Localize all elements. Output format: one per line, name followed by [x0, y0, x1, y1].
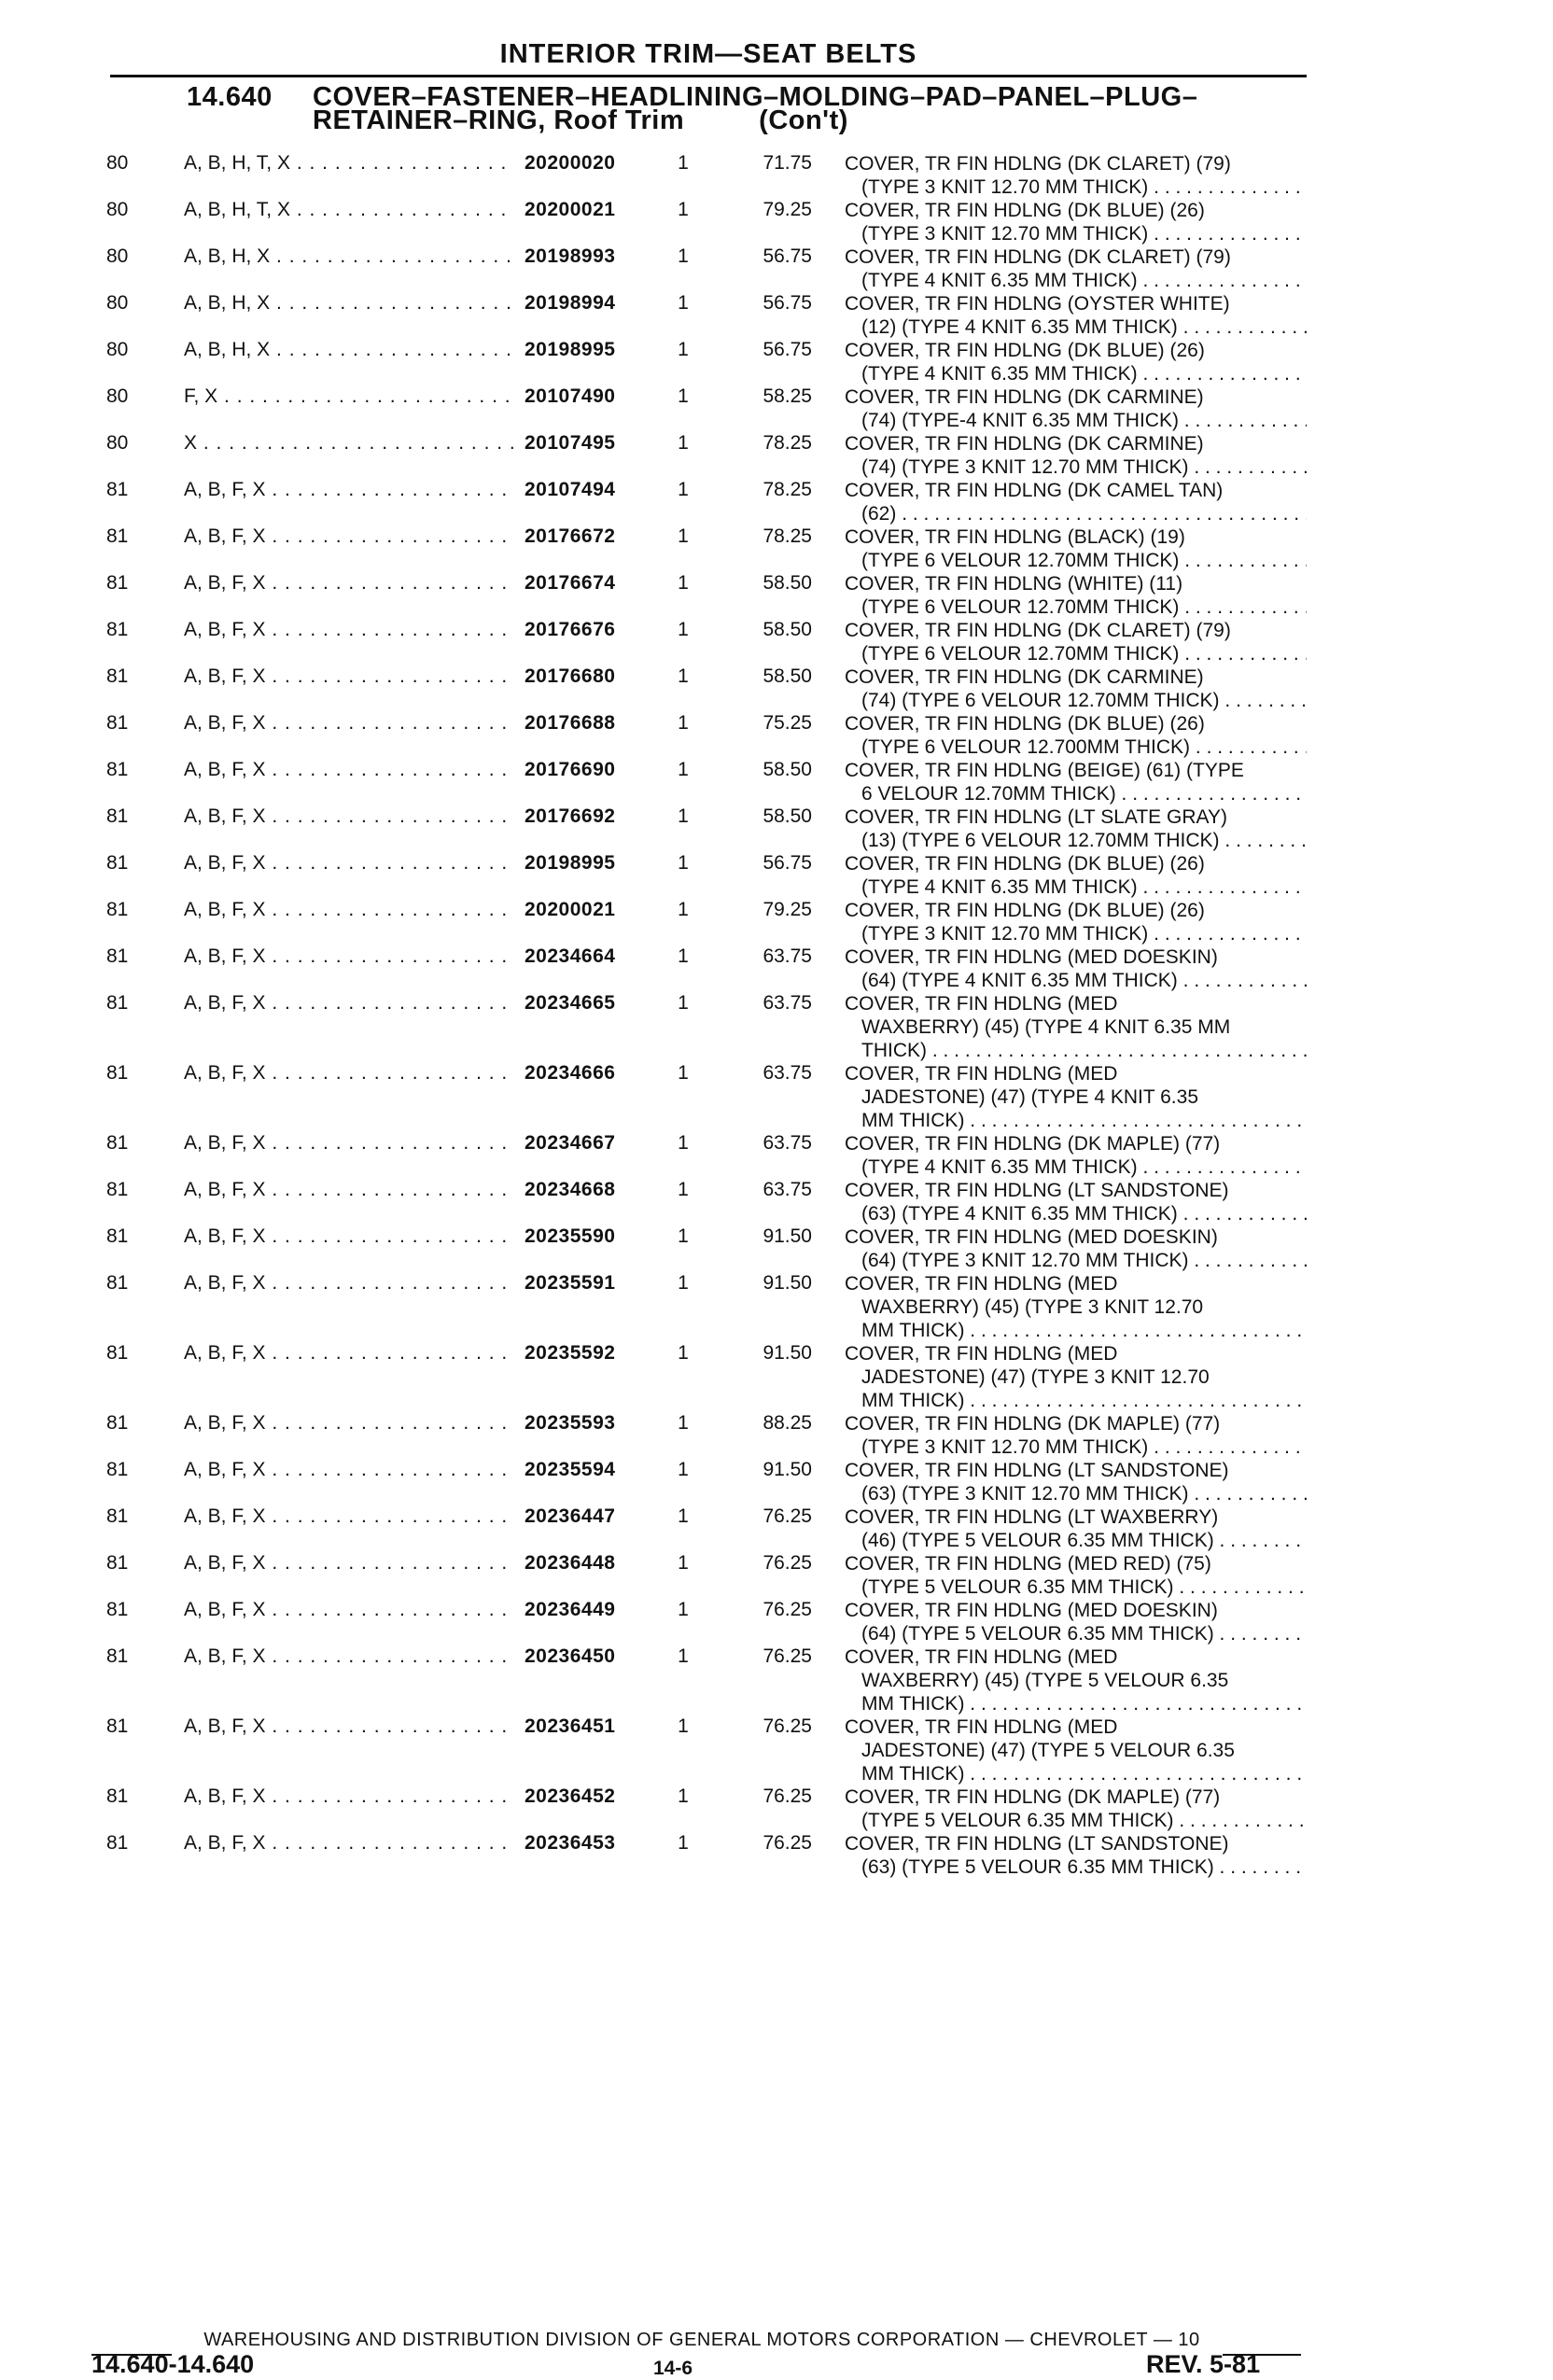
price: 58.50 [763, 805, 812, 827]
model-codes: A, B, F, X . . . [184, 1272, 515, 1295]
part-number: 20200021 [525, 899, 616, 920]
part-description [845, 339, 1307, 385]
description-line: (TYPE 3 KNIT 12.70 MM THICK) . . . [845, 1435, 1307, 1459]
price: 63.75 [763, 1062, 812, 1084]
model-codes: A, B, H, X . . . [184, 339, 515, 361]
part-number: 20235592 [525, 1342, 616, 1364]
quantity: 1 [678, 852, 689, 874]
part-description [845, 619, 1307, 665]
description-line: (64) (TYPE 4 KNIT 6.35 MM THICK) . . . [845, 969, 1307, 992]
price: 91.50 [763, 1225, 812, 1247]
part-description [845, 805, 1307, 852]
part-description [845, 1459, 1307, 1505]
part-number: 20236449 [525, 1599, 616, 1620]
price: 63.75 [763, 945, 812, 967]
model-codes: A, B, F, X . . . [184, 1645, 515, 1668]
model-year: 81 [106, 1342, 129, 1364]
model-codes: A, B, H, X . . . [184, 292, 515, 315]
description-line: MM THICK) . . . [845, 1109, 1307, 1132]
price: 71.75 [763, 152, 812, 174]
description-line: COVER, TR FIN HDLNG (DK BLUE) (26) [845, 713, 1205, 735]
price: 76.25 [763, 1832, 812, 1854]
part-number: 20234665 [525, 992, 616, 1014]
part-number: 20236447 [525, 1505, 616, 1527]
quantity: 1 [678, 1459, 689, 1480]
description-line: COVER, TR FIN HDLNG (DK CLARET) (79) [845, 246, 1231, 268]
description-line: (62) . . . [845, 502, 1307, 525]
description-line: (TYPE 3 KNIT 12.70 MM THICK) . . . [845, 175, 1307, 199]
part-number: 20176672 [525, 525, 616, 547]
model-year: 81 [106, 712, 129, 734]
model-year: 81 [106, 525, 129, 547]
part-description [845, 1225, 1307, 1272]
description-line: COVER, TR FIN HDLNG (DK CLARET) (79) [845, 620, 1231, 641]
model-codes: A, B, F, X . . . [184, 899, 515, 921]
model-codes: A, B, F, X . . . [184, 1062, 515, 1085]
part-description [845, 1505, 1307, 1552]
part-description [845, 525, 1307, 572]
description-line: (TYPE 3 KNIT 12.70 MM THICK) . . . [845, 222, 1307, 245]
model-year: 81 [106, 619, 129, 640]
part-number: 20236452 [525, 1785, 616, 1807]
model-codes: A, B, F, X . . . [184, 525, 515, 548]
price: 91.50 [763, 1342, 812, 1364]
model-year: 81 [106, 1272, 129, 1294]
price: 58.50 [763, 572, 812, 594]
description-line: COVER, TR FIN HDLNG (MED DOESKIN) [845, 1600, 1218, 1621]
part-number: 20235591 [525, 1272, 616, 1294]
description-line: COVER, TR FIN HDLNG (LT SLATE GRAY) [845, 806, 1227, 828]
model-codes: A, B, F, X . . . [184, 479, 515, 501]
footer-page-number: 14-6 [653, 2358, 693, 2379]
quantity: 1 [678, 339, 689, 360]
quantity: 1 [678, 759, 689, 780]
quantity: 1 [678, 1062, 689, 1084]
description-line: COVER, TR FIN HDLNG (MED [845, 1273, 1118, 1295]
part-number: 20176680 [525, 665, 616, 687]
model-year: 81 [106, 1179, 129, 1200]
part-description [845, 1785, 1307, 1832]
description-line: COVER, TR FIN HDLNG (MED DOESKIN) [845, 946, 1218, 968]
model-codes: A, B, F, X . . . [184, 1785, 515, 1808]
description-line: COVER, TR FIN HDLNG (DK MAPLE) (77) [845, 1413, 1221, 1435]
part-number: 20236448 [525, 1552, 616, 1574]
model-year: 81 [106, 1225, 129, 1247]
description-line: COVER, TR FIN HDLNG (DK CAMEL TAN) [845, 480, 1224, 501]
quantity: 1 [678, 572, 689, 594]
model-year: 81 [106, 572, 129, 594]
part-number: 20235590 [525, 1225, 616, 1247]
model-year: 81 [106, 1645, 129, 1667]
price: 75.25 [763, 712, 812, 734]
part-number: 20176676 [525, 619, 616, 640]
description-line: 6 VELOUR 12.70MM THICK) . . . [845, 782, 1307, 805]
description-line: MM THICK) . . . [845, 1692, 1307, 1715]
model-codes: X . . . [184, 432, 515, 455]
description-line: COVER, TR FIN HDLNG (DK BLUE) (26) [845, 200, 1205, 221]
model-codes: A, B, H, T, X . . . [184, 199, 515, 221]
description-line: COVER, TR FIN HDLNG (DK BLUE) (26) [845, 340, 1205, 361]
model-codes: A, B, F, X . . . [184, 759, 515, 781]
model-codes: A, B, F, X . . . [184, 1225, 515, 1248]
description-line: WAXBERRY) (45) (TYPE 3 KNIT 12.70 [861, 1296, 1204, 1318]
model-year: 80 [106, 432, 129, 454]
quantity: 1 [678, 1599, 689, 1620]
part-number: 20236451 [525, 1715, 616, 1737]
model-year: 81 [106, 479, 129, 500]
part-description [845, 1132, 1307, 1179]
description-line: (74) (TYPE 6 VELOUR 12.70MM THICK) . . . [845, 689, 1307, 712]
price: 91.50 [763, 1459, 812, 1480]
description-line: COVER, TR FIN HDLNG (LT SANDSTONE) [845, 1460, 1229, 1481]
part-description [845, 1412, 1307, 1459]
model-year: 81 [106, 1505, 129, 1527]
part-description [845, 1342, 1307, 1412]
model-year: 81 [106, 759, 129, 780]
description-line: THICK) . . . [845, 1039, 1307, 1062]
description-line: COVER, TR FIN HDLNG (DK CLARET) (79) [845, 153, 1231, 175]
description-line: (13) (TYPE 6 VELOUR 12.70MM THICK) . . . [845, 829, 1307, 852]
part-number: 20234667 [525, 1132, 616, 1154]
price: 78.25 [763, 432, 812, 454]
part-description [845, 1179, 1307, 1225]
section-number: 14.640 [187, 82, 273, 112]
part-number: 20198994 [525, 292, 616, 314]
part-number: 20176674 [525, 572, 616, 594]
part-number: 20200020 [525, 152, 616, 174]
model-codes: A, B, F, X . . . [184, 1715, 515, 1738]
part-number: 20234666 [525, 1062, 616, 1084]
part-number: 20198993 [525, 245, 616, 267]
quantity: 1 [678, 1645, 689, 1667]
part-description [845, 712, 1307, 759]
model-codes: A, B, H, T, X . . . [184, 152, 515, 175]
page-title: INTERIOR TRIM—SEAT BELTS [499, 39, 917, 69]
price: 76.25 [763, 1645, 812, 1667]
part-number: 20234668 [525, 1179, 616, 1200]
model-codes: F, X . . . [184, 385, 515, 408]
price: 76.25 [763, 1599, 812, 1620]
price: 76.25 [763, 1715, 812, 1737]
model-year: 80 [106, 385, 129, 407]
part-description [845, 292, 1307, 339]
description-line: COVER, TR FIN HDLNG (MED [845, 1646, 1118, 1668]
quantity: 1 [678, 1342, 689, 1364]
part-description [845, 432, 1307, 479]
part-number: 20198995 [525, 339, 616, 360]
description-line: WAXBERRY) (45) (TYPE 4 KNIT 6.35 MM [861, 1016, 1231, 1038]
part-number: 20234664 [525, 945, 616, 967]
model-year: 81 [106, 945, 129, 967]
part-description [845, 1552, 1307, 1599]
quantity: 1 [678, 1225, 689, 1247]
description-line: COVER, TR FIN HDLNG (MED DOESKIN) [845, 1226, 1218, 1248]
description-line: (63) (TYPE 5 VELOUR 6.35 MM THICK) . . . [845, 1855, 1307, 1879]
part-description [845, 1715, 1307, 1785]
description-line: (TYPE 4 KNIT 6.35 MM THICK) . . . [845, 269, 1307, 292]
model-codes: A, B, F, X . . . [184, 1832, 515, 1855]
model-year: 81 [106, 1062, 129, 1084]
description-line: COVER, TR FIN HDLNG (MED [845, 1716, 1118, 1738]
model-year: 80 [106, 339, 129, 360]
description-line: COVER, TR FIN HDLNG (MED [845, 1063, 1118, 1085]
description-line: (46) (TYPE 5 VELOUR 6.35 MM THICK) . . . [845, 1529, 1307, 1552]
part-number: 20235594 [525, 1459, 616, 1480]
quantity: 1 [678, 1132, 689, 1154]
description-line: (12) (TYPE 4 KNIT 6.35 MM THICK) . . . [845, 315, 1307, 339]
description-line: COVER, TR FIN HDLNG (LT WAXBERRY) [845, 1506, 1219, 1528]
part-description [845, 1599, 1307, 1645]
quantity: 1 [678, 1179, 689, 1200]
description-line: COVER, TR FIN HDLNG (DK CARMINE) [845, 433, 1204, 455]
model-codes: A, B, F, X . . . [184, 1132, 515, 1155]
model-year: 80 [106, 245, 129, 267]
model-codes: A, B, F, X . . . [184, 1505, 515, 1528]
quantity: 1 [678, 432, 689, 454]
model-codes: A, B, F, X . . . [184, 572, 515, 595]
part-number: 20200021 [525, 199, 616, 220]
quantity: 1 [678, 1412, 689, 1434]
description-line: COVER, TR FIN HDLNG (DK CARMINE) [845, 386, 1204, 408]
part-description [845, 945, 1307, 992]
description-line: (TYPE 6 VELOUR 12.70MM THICK) . . . [845, 549, 1307, 572]
price: 76.25 [763, 1505, 812, 1527]
price: 58.50 [763, 665, 812, 687]
quantity: 1 [678, 385, 689, 407]
part-description [845, 572, 1307, 619]
section-title-line1: COVER–FASTENER–HEADLINING–MOLDING–PAD–PANEL–PLUG– [313, 82, 1198, 112]
description-line: (TYPE 4 KNIT 6.35 MM THICK) . . . [845, 362, 1307, 385]
model-codes: A, B, F, X . . . [184, 1179, 515, 1201]
quantity: 1 [678, 945, 689, 967]
part-number: 20107494 [525, 479, 616, 500]
part-number: 20107490 [525, 385, 616, 407]
price: 58.50 [763, 759, 812, 780]
description-line: WAXBERRY) (45) (TYPE 5 VELOUR 6.35 [861, 1670, 1229, 1691]
model-codes: A, B, F, X . . . [184, 619, 515, 641]
quantity: 1 [678, 1715, 689, 1737]
description-line: COVER, TR FIN HDLNG (DK MAPLE) (77) [845, 1786, 1221, 1808]
quantity: 1 [678, 619, 689, 640]
description-line: (TYPE 4 KNIT 6.35 MM THICK) . . . [845, 875, 1307, 899]
model-year: 81 [106, 1132, 129, 1154]
description-line: COVER, TR FIN HDLNG (MED RED) (75) [845, 1553, 1211, 1575]
model-year: 81 [106, 805, 129, 827]
quantity: 1 [678, 1552, 689, 1574]
model-year: 80 [106, 292, 129, 314]
price: 63.75 [763, 1179, 812, 1200]
price: 63.75 [763, 1132, 812, 1154]
description-line: (TYPE 5 VELOUR 6.35 MM THICK) . . . [845, 1575, 1307, 1599]
quantity: 1 [678, 245, 689, 267]
model-year: 81 [106, 1459, 129, 1480]
model-codes: A, B, F, X . . . [184, 1552, 515, 1575]
model-codes: A, B, F, X . . . [184, 945, 515, 968]
model-codes: A, B, F, X . . . [184, 1342, 515, 1365]
model-codes: A, B, F, X . . . [184, 1412, 515, 1435]
part-description [845, 385, 1307, 432]
price: 58.25 [763, 385, 812, 407]
price: 56.75 [763, 339, 812, 360]
price: 79.25 [763, 199, 812, 220]
part-description [845, 245, 1307, 292]
description-line: (TYPE 6 VELOUR 12.700MM THICK) . . . [845, 735, 1307, 759]
part-description [845, 1272, 1307, 1342]
part-number: 20198995 [525, 852, 616, 874]
section-title-line2: RETAINER–RING, Roof Trim [313, 105, 685, 135]
quantity: 1 [678, 479, 689, 500]
price: 56.75 [763, 245, 812, 267]
quantity: 1 [678, 525, 689, 547]
footer-revision: REV. 5-81 [1146, 2350, 1261, 2378]
model-year: 81 [106, 899, 129, 920]
model-codes: A, B, H, X . . . [184, 245, 515, 268]
price: 63.75 [763, 992, 812, 1014]
model-year: 80 [106, 199, 129, 220]
footer-section-range: 14.640-14.640 [91, 2350, 255, 2378]
description-line: COVER, TR FIN HDLNG (DK BLUE) (26) [845, 900, 1205, 921]
price: 58.50 [763, 619, 812, 640]
part-number: 20176688 [525, 712, 616, 734]
part-number: 20235593 [525, 1412, 616, 1434]
description-line: COVER, TR FIN HDLNG (DK MAPLE) (77) [845, 1133, 1221, 1155]
description-line: (63) (TYPE 3 KNIT 12.70 MM THICK) . . . [845, 1482, 1307, 1505]
price: 76.25 [763, 1552, 812, 1574]
description-line: MM THICK) . . . [845, 1762, 1307, 1785]
model-codes: A, B, F, X . . . [184, 1599, 515, 1621]
description-line: (TYPE 4 KNIT 6.35 MM THICK) . . . [845, 1155, 1307, 1179]
description-line: COVER, TR FIN HDLNG (MED [845, 993, 1118, 1015]
description-line: (TYPE 3 KNIT 12.70 MM THICK) . . . [845, 922, 1307, 945]
model-codes: A, B, F, X . . . [184, 712, 515, 735]
model-codes: A, B, F, X . . . [184, 665, 515, 688]
price: 56.75 [763, 292, 812, 314]
part-description [845, 1832, 1307, 1879]
quantity: 1 [678, 899, 689, 920]
quantity: 1 [678, 1505, 689, 1527]
description-line: (64) (TYPE 3 KNIT 12.70 MM THICK) . . . [845, 1249, 1307, 1272]
part-number: 20236453 [525, 1832, 616, 1854]
price: 56.75 [763, 852, 812, 874]
description-line: (TYPE 6 VELOUR 12.70MM THICK) . . . [845, 595, 1307, 619]
part-description [845, 152, 1307, 199]
model-codes: A, B, F, X . . . [184, 805, 515, 828]
footer-division: WAREHOUSING AND DISTRIBUTION DIVISION OF GENERAL MOTORS CORPORATION — CHEVROLET — 10 [203, 2330, 1200, 2350]
description-line: (TYPE 5 VELOUR 6.35 MM THICK) . . . [845, 1809, 1307, 1832]
model-year: 81 [106, 1715, 129, 1737]
quantity: 1 [678, 805, 689, 827]
quantity: 1 [678, 1832, 689, 1854]
description-line: COVER, TR FIN HDLNG (LT SANDSTONE) [845, 1833, 1229, 1855]
part-description [845, 852, 1307, 899]
price: 76.25 [763, 1785, 812, 1807]
model-year: 80 [106, 152, 129, 174]
description-line: (64) (TYPE 5 VELOUR 6.35 MM THICK) . . . [845, 1622, 1307, 1645]
description-line: COVER, TR FIN HDLNG (DK BLUE) (26) [845, 853, 1205, 875]
model-year: 81 [106, 1785, 129, 1807]
model-codes: A, B, F, X . . . [184, 992, 515, 1015]
description-line: MM THICK) . . . [845, 1389, 1307, 1412]
model-year: 81 [106, 1552, 129, 1574]
price: 79.25 [763, 899, 812, 920]
description-line: JADESTONE) (47) (TYPE 3 KNIT 12.70 [861, 1366, 1210, 1388]
part-number: 20176690 [525, 759, 616, 780]
price: 91.50 [763, 1272, 812, 1294]
model-year: 81 [106, 1832, 129, 1854]
description-line: COVER, TR FIN HDLNG (WHITE) (11) [845, 573, 1183, 595]
model-codes: A, B, F, X . . . [184, 852, 515, 875]
price: 78.25 [763, 479, 812, 500]
price: 88.25 [763, 1412, 812, 1434]
quantity: 1 [678, 152, 689, 174]
description-line: COVER, TR FIN HDLNG (BEIGE) (61) (TYPE [845, 760, 1244, 781]
quantity: 1 [678, 292, 689, 314]
description-line: (63) (TYPE 4 KNIT 6.35 MM THICK) . . . [845, 1202, 1307, 1225]
part-description [845, 479, 1307, 525]
description-line: (TYPE 6 VELOUR 12.70MM THICK) . . . [845, 642, 1307, 665]
part-description [845, 665, 1307, 712]
continued-label: (Con't) [759, 105, 848, 135]
description-line: COVER, TR FIN HDLNG (LT SANDSTONE) [845, 1180, 1229, 1201]
quantity: 1 [678, 1272, 689, 1294]
quantity: 1 [678, 199, 689, 220]
model-year: 81 [106, 1599, 129, 1620]
part-description [845, 759, 1307, 805]
quantity: 1 [678, 992, 689, 1014]
part-description [845, 899, 1307, 945]
description-line: COVER, TR FIN HDLNG (MED [845, 1343, 1118, 1365]
price: 78.25 [763, 525, 812, 547]
description-line: (74) (TYPE 3 KNIT 12.70 MM THICK) . . . [845, 455, 1307, 479]
model-year: 81 [106, 852, 129, 874]
quantity: 1 [678, 1785, 689, 1807]
quantity: 1 [678, 665, 689, 687]
model-year: 81 [106, 992, 129, 1014]
description-line: (74) (TYPE-4 KNIT 6.35 MM THICK) . . . [845, 409, 1307, 432]
model-year: 81 [106, 665, 129, 687]
part-number: 20107495 [525, 432, 616, 454]
description-line: COVER, TR FIN HDLNG (OYSTER WHITE) [845, 293, 1230, 315]
description-line: JADESTONE) (47) (TYPE 5 VELOUR 6.35 [861, 1740, 1235, 1761]
description-line: MM THICK) . . . [845, 1319, 1307, 1342]
part-number: 20176692 [525, 805, 616, 827]
part-description [845, 992, 1307, 1062]
description-line: JADESTONE) (47) (TYPE 4 KNIT 6.35 [861, 1086, 1198, 1108]
model-year: 81 [106, 1412, 129, 1434]
part-description [845, 1645, 1307, 1715]
quantity: 1 [678, 712, 689, 734]
part-number: 20236450 [525, 1645, 616, 1667]
model-codes: A, B, F, X . . . [184, 1459, 515, 1481]
description-line: COVER, TR FIN HDLNG (DK CARMINE) [845, 666, 1204, 688]
part-description [845, 1062, 1307, 1132]
description-line: COVER, TR FIN HDLNG (BLACK) (19) [845, 526, 1185, 548]
part-description [845, 199, 1307, 245]
